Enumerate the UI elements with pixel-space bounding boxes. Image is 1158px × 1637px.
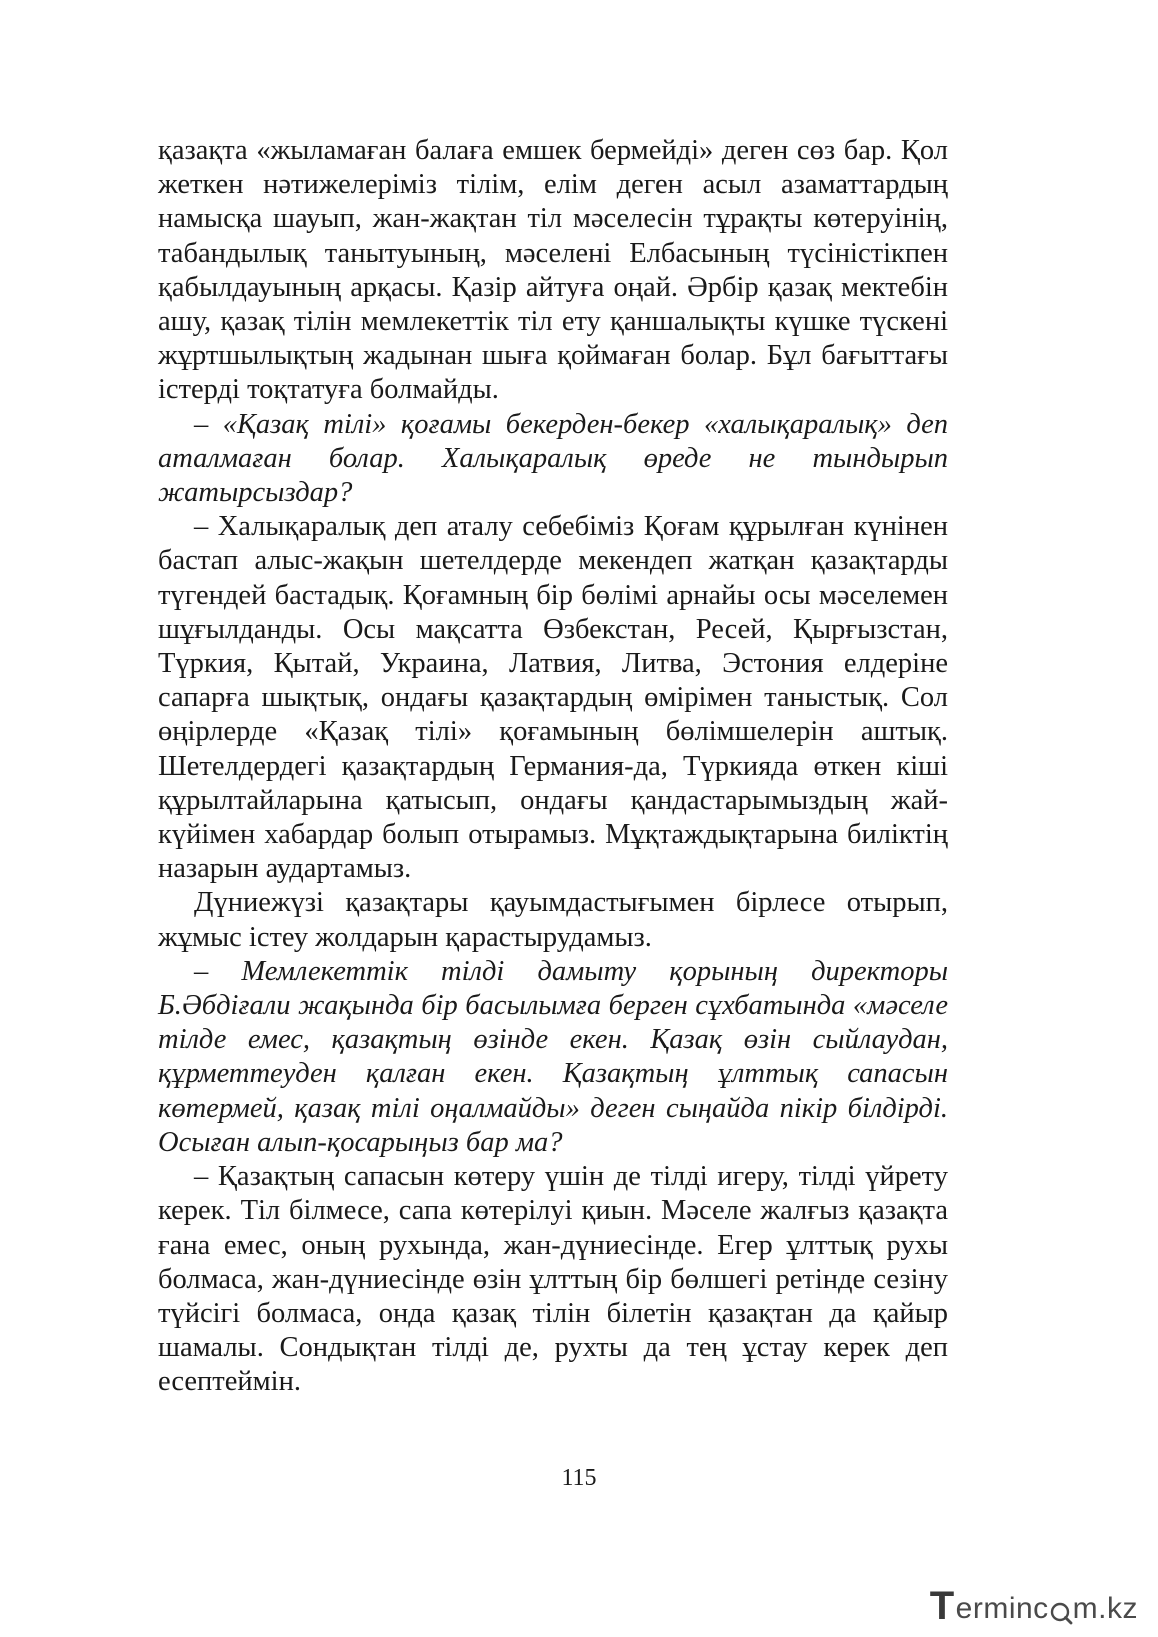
watermark-text-start: erminc [955, 1592, 1049, 1625]
interview-answer-2: – Қазақтың сапасын көтеру үшін де тілді игеру, тілді үйрету керек. Тіл білмесе, сапа көтерілуі қиын. Мәселе жалғыз қазақта ғана емес, оның рухында, жан-дүниесінде. Егер ұлттық рухы болмаса, жан-дүниесінде өзін ұлттың бір бөлшегі ретінде сезіну түйсігі болмаса, онда қазақ тілін білетін қазақтан да қайыр шамалы. Сондықтан тілді де, рухты да тең ұстау керек деп есептеймін. [158, 1161, 948, 1398]
watermark-first-letter: T [929, 1584, 955, 1628]
page-body [158, 134, 948, 1400]
page-number: 115 [561, 1465, 597, 1491]
watermark-text-end: m.kz [1072, 1592, 1138, 1625]
interview-question-1: – «Қазақ тілі» қоғамы бекерден-бекер «халықаралық» деп аталмаған болар. Халықаралық өреде не тындырып жатырсыздар? [158, 408, 948, 509]
interview-question-2: – Мемлекеттік тілді дамыту қорының директоры Б.Әбдіғали жақында бір басылымға берген сұхбатында «мәселе тілде емес, қазақтың өзінде екен. Қазақ өзін сыйлаудан, құрметтеуден қалған екен. Қазақтың ұлттық сапасын көтермей, қазақ тілі оңалмайды» деген сыңайда пікір білдірді. Осыған алып-қосарыңыз бар ма? [158, 955, 948, 1158]
interview-answer-1-continued: Дүниежүзі қазақтары қауымдастығымен бірлесе отырып, жұмыс істеу жолдарын қарастырудамыз. [158, 887, 948, 953]
interview-answer-1: – Халықаралық деп аталу себебіміз Қоғам құрылған күнінен бастап алыс-жақын шетелдерде мекендеп жатқан қазақтарды түгендей бастадық. Қоғамның бір бөлімі арнайы осы мәселемен шұғылданды. Осы мақсатта Өзбекстан, Ресей, Қырғызстан, Түркия, Қытай, Украина, Латвия, Литва, Эстония елдеріне сапарға шықтық, ондағы қазақтардың өмірімен таныстық. Сол өңірлерде «Қазақ тілі» қоғамының бөлімшелерін аштық. Шетелдердегі қазақтардың Германия-да, Түркияда өткен кіші құрылтайларына қатысып, ондағы қандастарымыздың жай-күйімен хабардар болып отырамыз. Мұқтаждықтарына биліктің назарын аудартамыз. [158, 511, 948, 885]
termincom-watermark [930, 1586, 1138, 1626]
paragraph-continuation: қазақта «жыламаған балаға емшек бермейді» деген сөз бар. Қол жеткен нәтижелеріміз тілім, елім деген асыл азаматтардың намысқа шауып, жан-жақтан тіл мәселесін тұрақты көтеруінің, табандылық танытуының, мәселені Елбасының түсіністікпен қабылдауының арқасы. Қазір айтуға оңай. Әрбір қазақ мектебін ашу, қазақ тілін мемлекеттік тіл ету қаншалықты күшке түскені жұртшылықтың жадынан шыға қоймаған болар. Бұл бағыттағы істерді тоқтатуға болмайды. [158, 135, 948, 406]
magnifier-icon [1049, 1592, 1073, 1626]
